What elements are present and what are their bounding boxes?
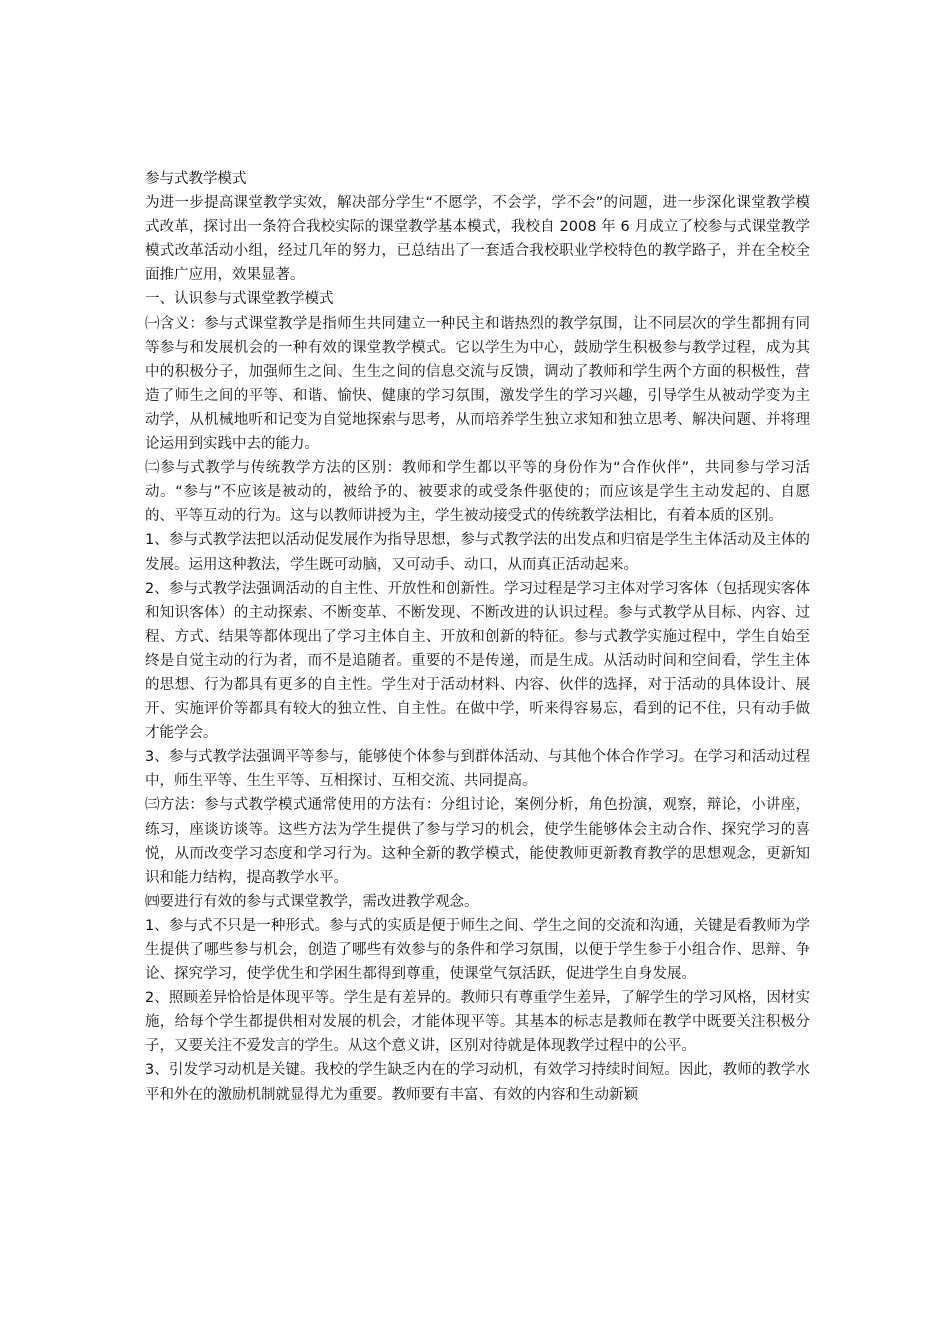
paragraph-difference: ㈡参与式教学与传统教学方法的区别：教师和学生都以平等的身份作为“合作伙伴”，共同参与学习活动。“参与”不应该是被动的，被给予的、被要求的或受条件驱使的；而应该是学生主动发起的、自愿的、平等互动的行为。这与以教师讲授为主，学生被动接受式的传统教学法相比，有着本质的区别。 [145,460,810,525]
paragraph-methods: ㈢方法：参与式教学模式通常使用的方法有：分组讨论，案例分析，角色扮演，观察，辩论，小讲座，练习，座谈访谈等。这些方法为学生提供了参与学习的机会，使学生能够体会主动合作、探究学习的喜悦，从而改变学习态度和学习行为。这种全新的教学模式，能使教师更新教育教学的思想观念，更新知识和能力结构，提高教学水平。 [145,797,810,886]
document-body [145,167,810,1107]
paragraph-difference-point-2: 2、参与式教学法强调活动的自主性、开放性和创新性。学习过程是学习主体对学习客体（包括现实客体和知识客体）的主动探索、不断变革、不断发现、不断改进的认识过程。参与式教学从目标、内容、过程、方式、结果等都体现出了学习主体自主、开放和创新的特征。参与式教学实施过程中，学生自始至终是自觉主动的行为者，而不是追随者。重要的不是传递，而是生成。从活动时间和空间看，学生主体的思想、行为都具有更多的自主性。学生对于活动材料、内容、伙伴的选择，对于活动的具体设计、展开、实施评价等都具有较大的独立性、自主性。在做中学，听来得容易忘，看到的记不住，只有动手做才能学会。 [145,580,810,742]
section-heading-1: 一、认识参与式课堂教学模式 [145,291,334,308]
paragraph-concept-point-1: 1、参与式不只是一种形式。参与式的实质是便于师生之间、学生之间的交流和沟通，关键是看教师为学生提供了哪些参与机会，创造了哪些有效参与的条件和学习氛围，以便于学生参于小组合作、思辩、争论、探究学习，使学优生和学困生都得到尊重，使课堂气氛活跃，促进学生自身发展。 [145,917,810,983]
paragraph-intro: 为进一步提高课堂教学实效，解决部分学生“不愿学，不会学，学不会”的问题，进一步深化课堂教学模式改革，探讨出一条符合我校实际的课堂教学基本模式，我校自 2008 年 6 月成立了校参与式课堂教学模式改革活动小组，经过几年的努力，已总结出了一套适合我校职业学校特色的教学路子，并在全校全面推广应用，效果显著。 [145,195,810,284]
paragraph-concept-point-3: 3、引发学习动机是关键。我校的学生缺乏内在的学习动机，有效学习持续时间短。因此，教师的教学水平和外在的激励机制就显得尤为重要。教师要有丰富、有效的内容和生动新颖 [145,1062,810,1103]
paragraph-concept-heading: ㈣要进行有效的参与式课堂教学，需改进教学观念。 [145,893,479,910]
paragraph-definition: ㈠含义：参与式课堂教学是指师生共同建立一种民主和谐热烈的教学氛围，让不同层次的学生都拥有同等参与和发展机会的一种有效的课堂教学模式。它以学生为中心，鼓励学生积极参与教学过程，成为其中的积极分子，加强师生之间、生生之间的信息交流与反馈，调动了教师和学生两个方面的积极性，营造了师生之间的平等、和谐、愉快、健康的学习氛围，激发学生的学习兴趣，引导学生从被动学变为主动学，从机械地听和记变为自觉地探索与思考，从而培养学生独立求知和独立思考、解决问题、并将理论运用到实践中去的能力。 [145,315,810,453]
paragraph-concept-point-2: 2、照顾差异恰恰是体现平等。学生是有差异的。教师只有尊重学生差异，了解学生的学习风格，因材实施，给每个学生都提供相对发展的机会，才能体现平等。其基本的标志是教师在教学中既要关注积极分子，又要关注不爱发言的学生。从这个意义讲，区别对待就是体现教学过程中的公平。 [145,990,810,1055]
paragraph-difference-point-1: 1、参与式教学法把以活动促发展作为指导思想，参与式教学法的出发点和归宿是学生主体活动及主体的发展。运用这种教法，学生既可动脑，又可动手、动口，从而真正活动起来。 [145,532,810,573]
document-title: 参与式教学模式 [145,171,247,187]
paragraph-difference-point-3: 3、参与式教学法强调平等参与，能够使个体参与到群体活动、与其他个体合作学习。在学习和活动过程中，师生平等、生生平等、互相探讨、互相交流、共同提高。 [145,749,810,790]
